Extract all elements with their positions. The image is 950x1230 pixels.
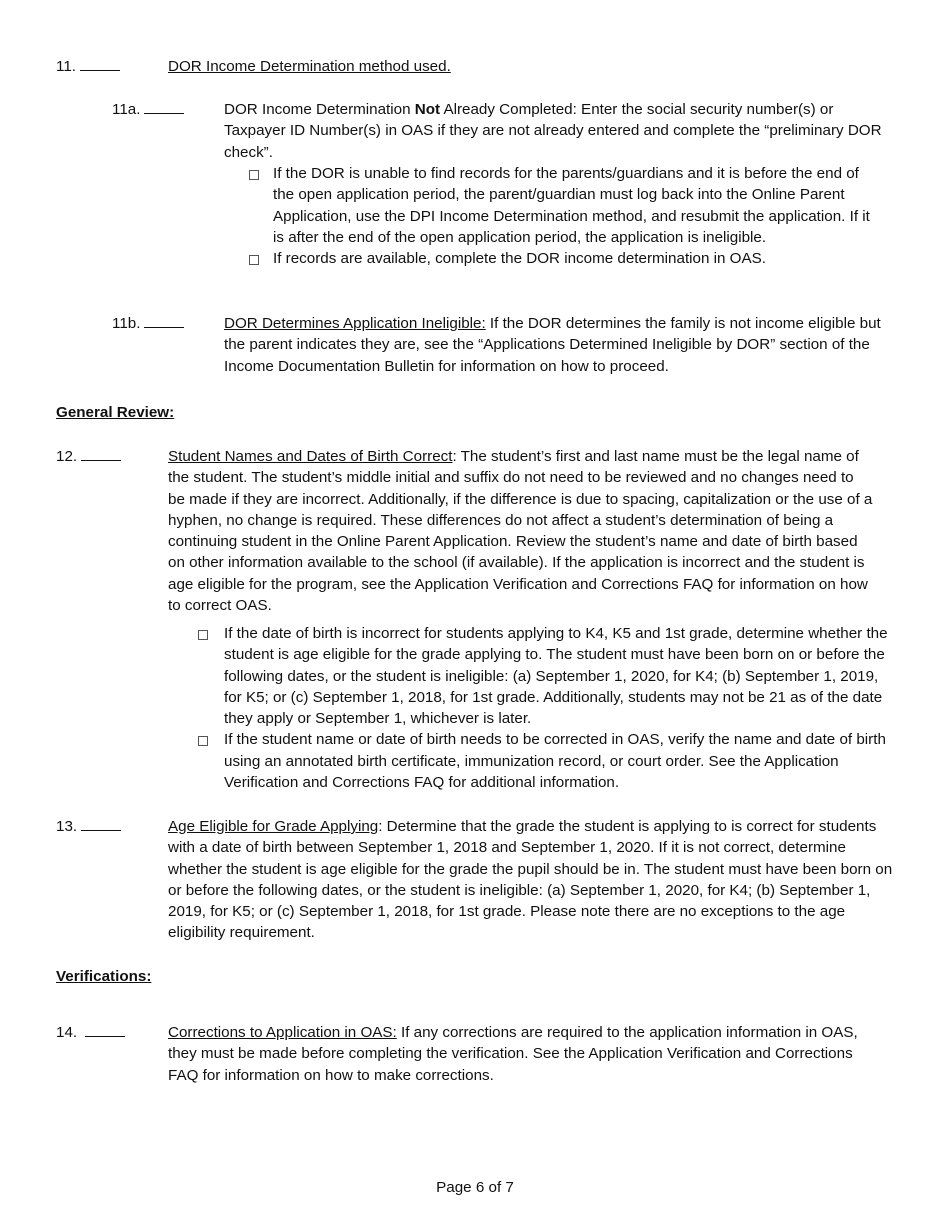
item-12-number: 12. — [56, 446, 121, 467]
section-verifications: Verifications: — [56, 968, 152, 985]
checkbox-blank[interactable] — [80, 56, 120, 71]
checkbox-blank[interactable] — [144, 313, 184, 328]
item-11-title: DOR Income Determination method used. — [168, 58, 451, 75]
item-14-text: Corrections to Application in OAS: If any corrections are required to the application information in OAS, they must be made before completing the verification. See the Application Verification and Corrections FAQ for information on how to make corrections. — [168, 1024, 858, 1084]
item-12-bullets — [224, 623, 896, 793]
item-11a-bullets — [273, 163, 883, 269]
list-item: If the date of birth is incorrect for students applying to K4, K5 and 1st grade, determine whether the student is age eligible for the grade applying to. The student must have been born on or before the following dates, or the student is ineligible: (a) September 1, 2020, for K4; (b) September 1, 2019, for K5; or (c) September 1, 2018, for 1st grade. Additionally, students may not be 21 as of the date they apply or September 1, whichever is later. — [224, 623, 896, 729]
checkbox-blank[interactable] — [81, 816, 121, 831]
item-11-number: 11. — [56, 56, 120, 77]
checkbox-blank[interactable] — [85, 1022, 125, 1037]
checkbox-icon[interactable] — [249, 170, 259, 180]
checkbox-icon[interactable] — [198, 736, 208, 746]
checkbox-icon[interactable] — [198, 630, 208, 640]
item-11a-text: DOR Income Determination Not Already Completed: Enter the social security number(s) or Taxpayer ID Number(s) in OAS if they are not already entered and complete the “preliminary DOR check”. — [224, 101, 882, 161]
item-13-text: Age Eligible for Grade Applying: Determine that the grade the student is applying to is correct for students with a date of birth between September 1, 2018 and September 1, 2020. If it is not correct, determine whether the student is age eligible for the grade the pupil should be in. The student must have been born on or before the following dates, or the student is ineligible: (a) September 1, 2020, for K4; (b) September 1, 2019, for K5; or (c) September 1, 2018, for 1st grade. Please note there are no exceptions to the age eligibility requirement. — [168, 818, 893, 942]
item-11a-number: 11a. — [112, 99, 184, 120]
item-12-text: Student Names and Dates of Birth Correct: The student’s first and last name must be the legal name of the student. The student’s middle initial and suffix do not need to be reviewed and no changes need to be made if they are incorrect. Additionally, if the difference is due to spacing, capitalization or the use of a hyphen, no change is required. These differences do not affect a student’s determination of being a continuing student in the Online Parent Application. Review the student’s name and date of birth based on other information available to the school (if available). If the application is incorrect and the student is age eligible for the program, see the Application Verification and Corrections FAQ for information on how to correct OAS. — [168, 448, 873, 615]
checkbox-icon[interactable] — [249, 255, 259, 265]
item-11b-number: 11b. — [112, 313, 184, 334]
checkbox-blank[interactable] — [144, 99, 184, 114]
list-item: If the student name or date of birth needs to be corrected in OAS, verify the name and date of birth using an annotated birth certificate, immunization record, or court order. See the Application Verification and Corrections FAQ for additional information. — [224, 729, 896, 793]
section-general-review: General Review: — [56, 404, 175, 421]
checkbox-blank[interactable] — [81, 446, 121, 461]
list-item: If the DOR is unable to find records for the parents/guardians and it is before the end of the open application period, the parent/guardian must log back into the Online Parent Application, use the DPI Income Determination method, and resubmit the application. If it is after the end of the open application period, the application is ineligible. — [273, 163, 883, 248]
item-11b-text: DOR Determines Application Ineligible: If the DOR determines the family is not income eligible but the parent indicates they are, see the “Applications Determined Ineligible by DOR” section of the Income Documentation Bulletin for information on how to proceed. — [224, 315, 881, 375]
list-item: If records are available, complete the DOR income determination in OAS. — [273, 248, 883, 269]
item-14-number: 14. — [56, 1022, 125, 1043]
item-13-number: 13. — [56, 816, 121, 837]
page-number: Page 6 of 7 — [436, 1179, 514, 1196]
